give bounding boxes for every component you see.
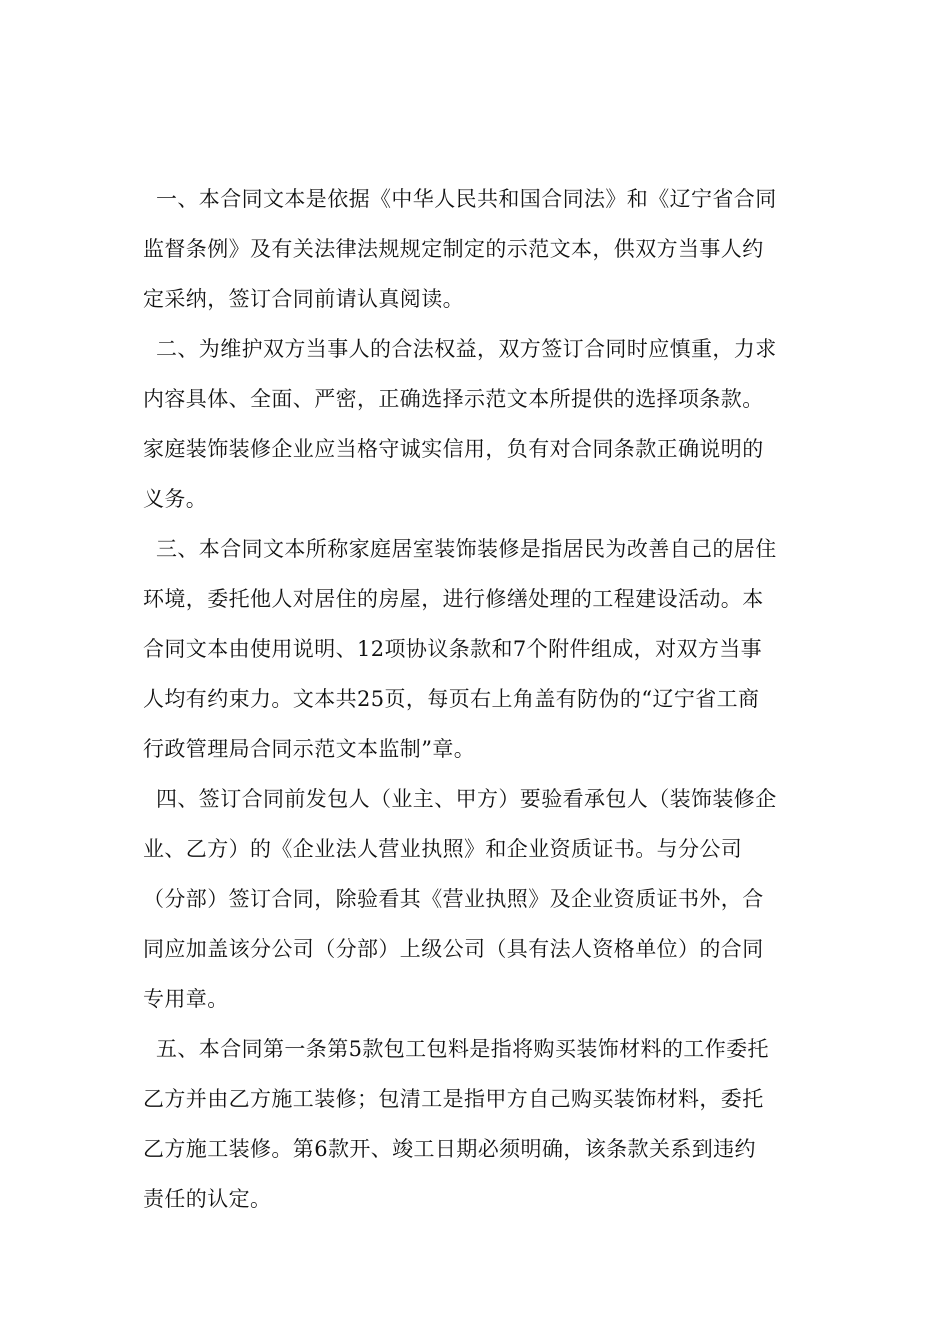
paragraph-line: 合同文本由使用说明、12项协议条款和7个附件组成，对双方当事 (143, 637, 763, 661)
paragraph-5 (143, 1024, 807, 1224)
paragraph-line: 监督条例》及有关法律法规规定制定的示范文本，供双方当事人约 (143, 237, 764, 261)
paragraph-line: 专用章。 (143, 987, 229, 1011)
paragraph-line: 乙方并由乙方施工装修；包清工是指甲方自己购买装饰材料，委托 (143, 1087, 764, 1111)
paragraph-line: 业、乙方）的《企业法人营业执照》和企业资质证书。与分公司 (143, 837, 743, 861)
paragraph-line: 四、签订合同前发包人（业主、甲方）要验看承包人（装饰装修企 (156, 787, 777, 811)
paragraph-line: （分部）签订合同，除验看其《营业执照》及企业资质证书外，合 (143, 887, 764, 911)
paragraph-line: 乙方施工装修。第6款开、竣工日期必须明确，该条款关系到违约 (143, 1137, 756, 1161)
paragraph-4 (143, 774, 807, 1024)
paragraph-line: 定采纳，签订合同前请认真阅读。 (143, 287, 464, 311)
paragraph-1 (143, 174, 807, 324)
paragraph-2 (143, 324, 807, 524)
paragraph-line: 二、为维护双方当事人的合法权益，双方签订合同时应慎重，力求 (156, 337, 777, 361)
paragraph-line: 五、本合同第一条第5款包工包料是指将购买装饰材料的工作委托 (156, 1037, 769, 1061)
paragraph-line: 一、本合同文本是依据《中华人民共和国合同法》和《辽宁省合同 (156, 187, 777, 211)
paragraph-line: 环境，委托他人对居住的房屋，进行修缮处理的工程建设活动。本 (143, 587, 764, 611)
paragraph-line: 责任的认定。 (143, 1187, 272, 1211)
paragraph-line: 行政管理局合同示范文本监制”章。 (143, 737, 476, 761)
paragraph-line: 同应加盖该分公司（分部）上级公司（具有法人资格单位）的合同 (143, 937, 764, 961)
paragraph-line: 义务。 (143, 487, 208, 511)
paragraph-line: 家庭装饰装修企业应当格守诚实信用，负有对合同条款正确说明的 (143, 437, 764, 461)
paragraph-line: 三、本合同文本所称家庭居室装饰装修是指居民为改善自己的居住 (156, 537, 777, 561)
paragraph-3 (143, 524, 807, 774)
paragraph-line: 人均有约束力。文本共25页，每页右上角盖有防伪的“辽宁省工商 (143, 687, 760, 711)
paragraph-line: 内容具体、全面、严密，正确选择示范文本所提供的选择项条款。 (143, 387, 764, 411)
